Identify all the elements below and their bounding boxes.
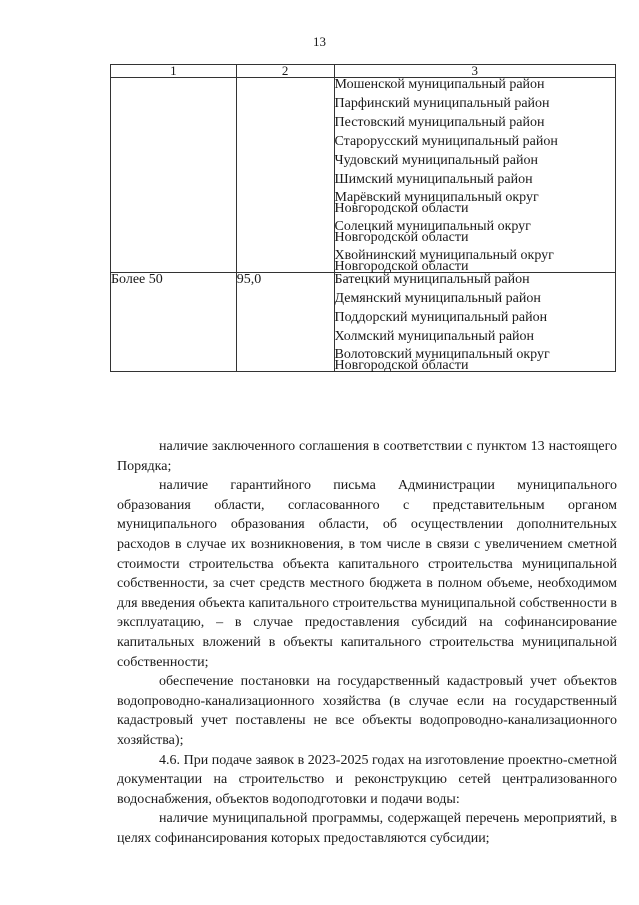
- district-item: Поддорский муниципальный район: [334, 310, 548, 325]
- table-cell-districts: [334, 78, 615, 273]
- district-item: Шимский муниципальный район: [334, 172, 533, 187]
- subsidy-table: [110, 64, 616, 372]
- table-header-cell: 2: [236, 65, 334, 78]
- district-item: Батецкий муниципальный район: [334, 272, 530, 287]
- table-header-row: [111, 65, 616, 78]
- district-item: Демянский муниципальный район: [334, 291, 541, 306]
- district-item: Хвойнинский муниципальный округ Новгородской области: [334, 248, 554, 274]
- body-text: [117, 437, 617, 848]
- district-item: Чудовский муниципальный район: [334, 153, 539, 168]
- district-item: Старорусский муниципальный район: [334, 134, 558, 149]
- district-item: Волотовский муниципальный округ Новгородской области: [334, 347, 550, 373]
- district-item: Марёвский муниципальный округ Новгородской области: [334, 190, 539, 216]
- table-cell-rate: 95,0: [236, 273, 334, 372]
- district-item: Парфинский муниципальный район: [334, 96, 550, 111]
- district-item: Пестовский муниципальный район: [334, 115, 545, 130]
- table-header-cell: 3: [334, 65, 615, 78]
- table-cell-share: [111, 78, 237, 273]
- district-item: Холмский муниципальный район: [334, 329, 535, 344]
- table-header-cell: 1: [111, 65, 237, 78]
- paragraph: наличие гарантийного письма Администрации муниципального образования области, согласованного с представительным органом муниципального образования области, об осуществлении дополнительных расходов в случае их возникновения, в том числе в связи с увеличением сметной стоимости строительства объекта капитального строительства муниципальной собственности, за счет средств местного бюджета в полном объеме, необходимом для введения объекта капитального строительства муниципальной собственности в эксплуатацию, – в случае предоставления субсидий на софинансирование капитальных вложений в объекты капитального строительства муниципальной собственности;: [117, 478, 617, 670]
- district-item: Солецкий муниципальный округ Новгородской области: [334, 219, 531, 245]
- paragraph: 4.6. При подаче заявок в 2023-2025 годах на изготовление проектно-сметной документации на строительство и реконструкцию сетей централизованного водоснабжения, объектов водоподготовки и подачи воды:: [117, 752, 617, 807]
- table-cell-share: Более 50: [111, 273, 237, 372]
- table-cell-rate: [236, 78, 334, 273]
- table-cell-districts: [334, 273, 615, 372]
- table-row: [111, 273, 616, 372]
- district-item: Мошенской муниципальный район: [334, 77, 545, 92]
- paragraph: наличие муниципальной программы, содержащей перечень мероприятий, в целях софинансирования которых предоставляются субсидии;: [117, 811, 617, 846]
- paragraph: обеспечение постановки на государственный кадастровый учет объектов водопроводно-канализационного хозяйства (в случае если на государственный кадастровый учет поставлены не все объекты водопроводно-канализационного хозяйства);: [117, 674, 617, 748]
- paragraph: наличие заключенного соглашения в соответствии с пунктом 13 настоящего Порядка;: [117, 439, 617, 474]
- table-row: [111, 78, 616, 273]
- page-number: 13: [313, 34, 326, 49]
